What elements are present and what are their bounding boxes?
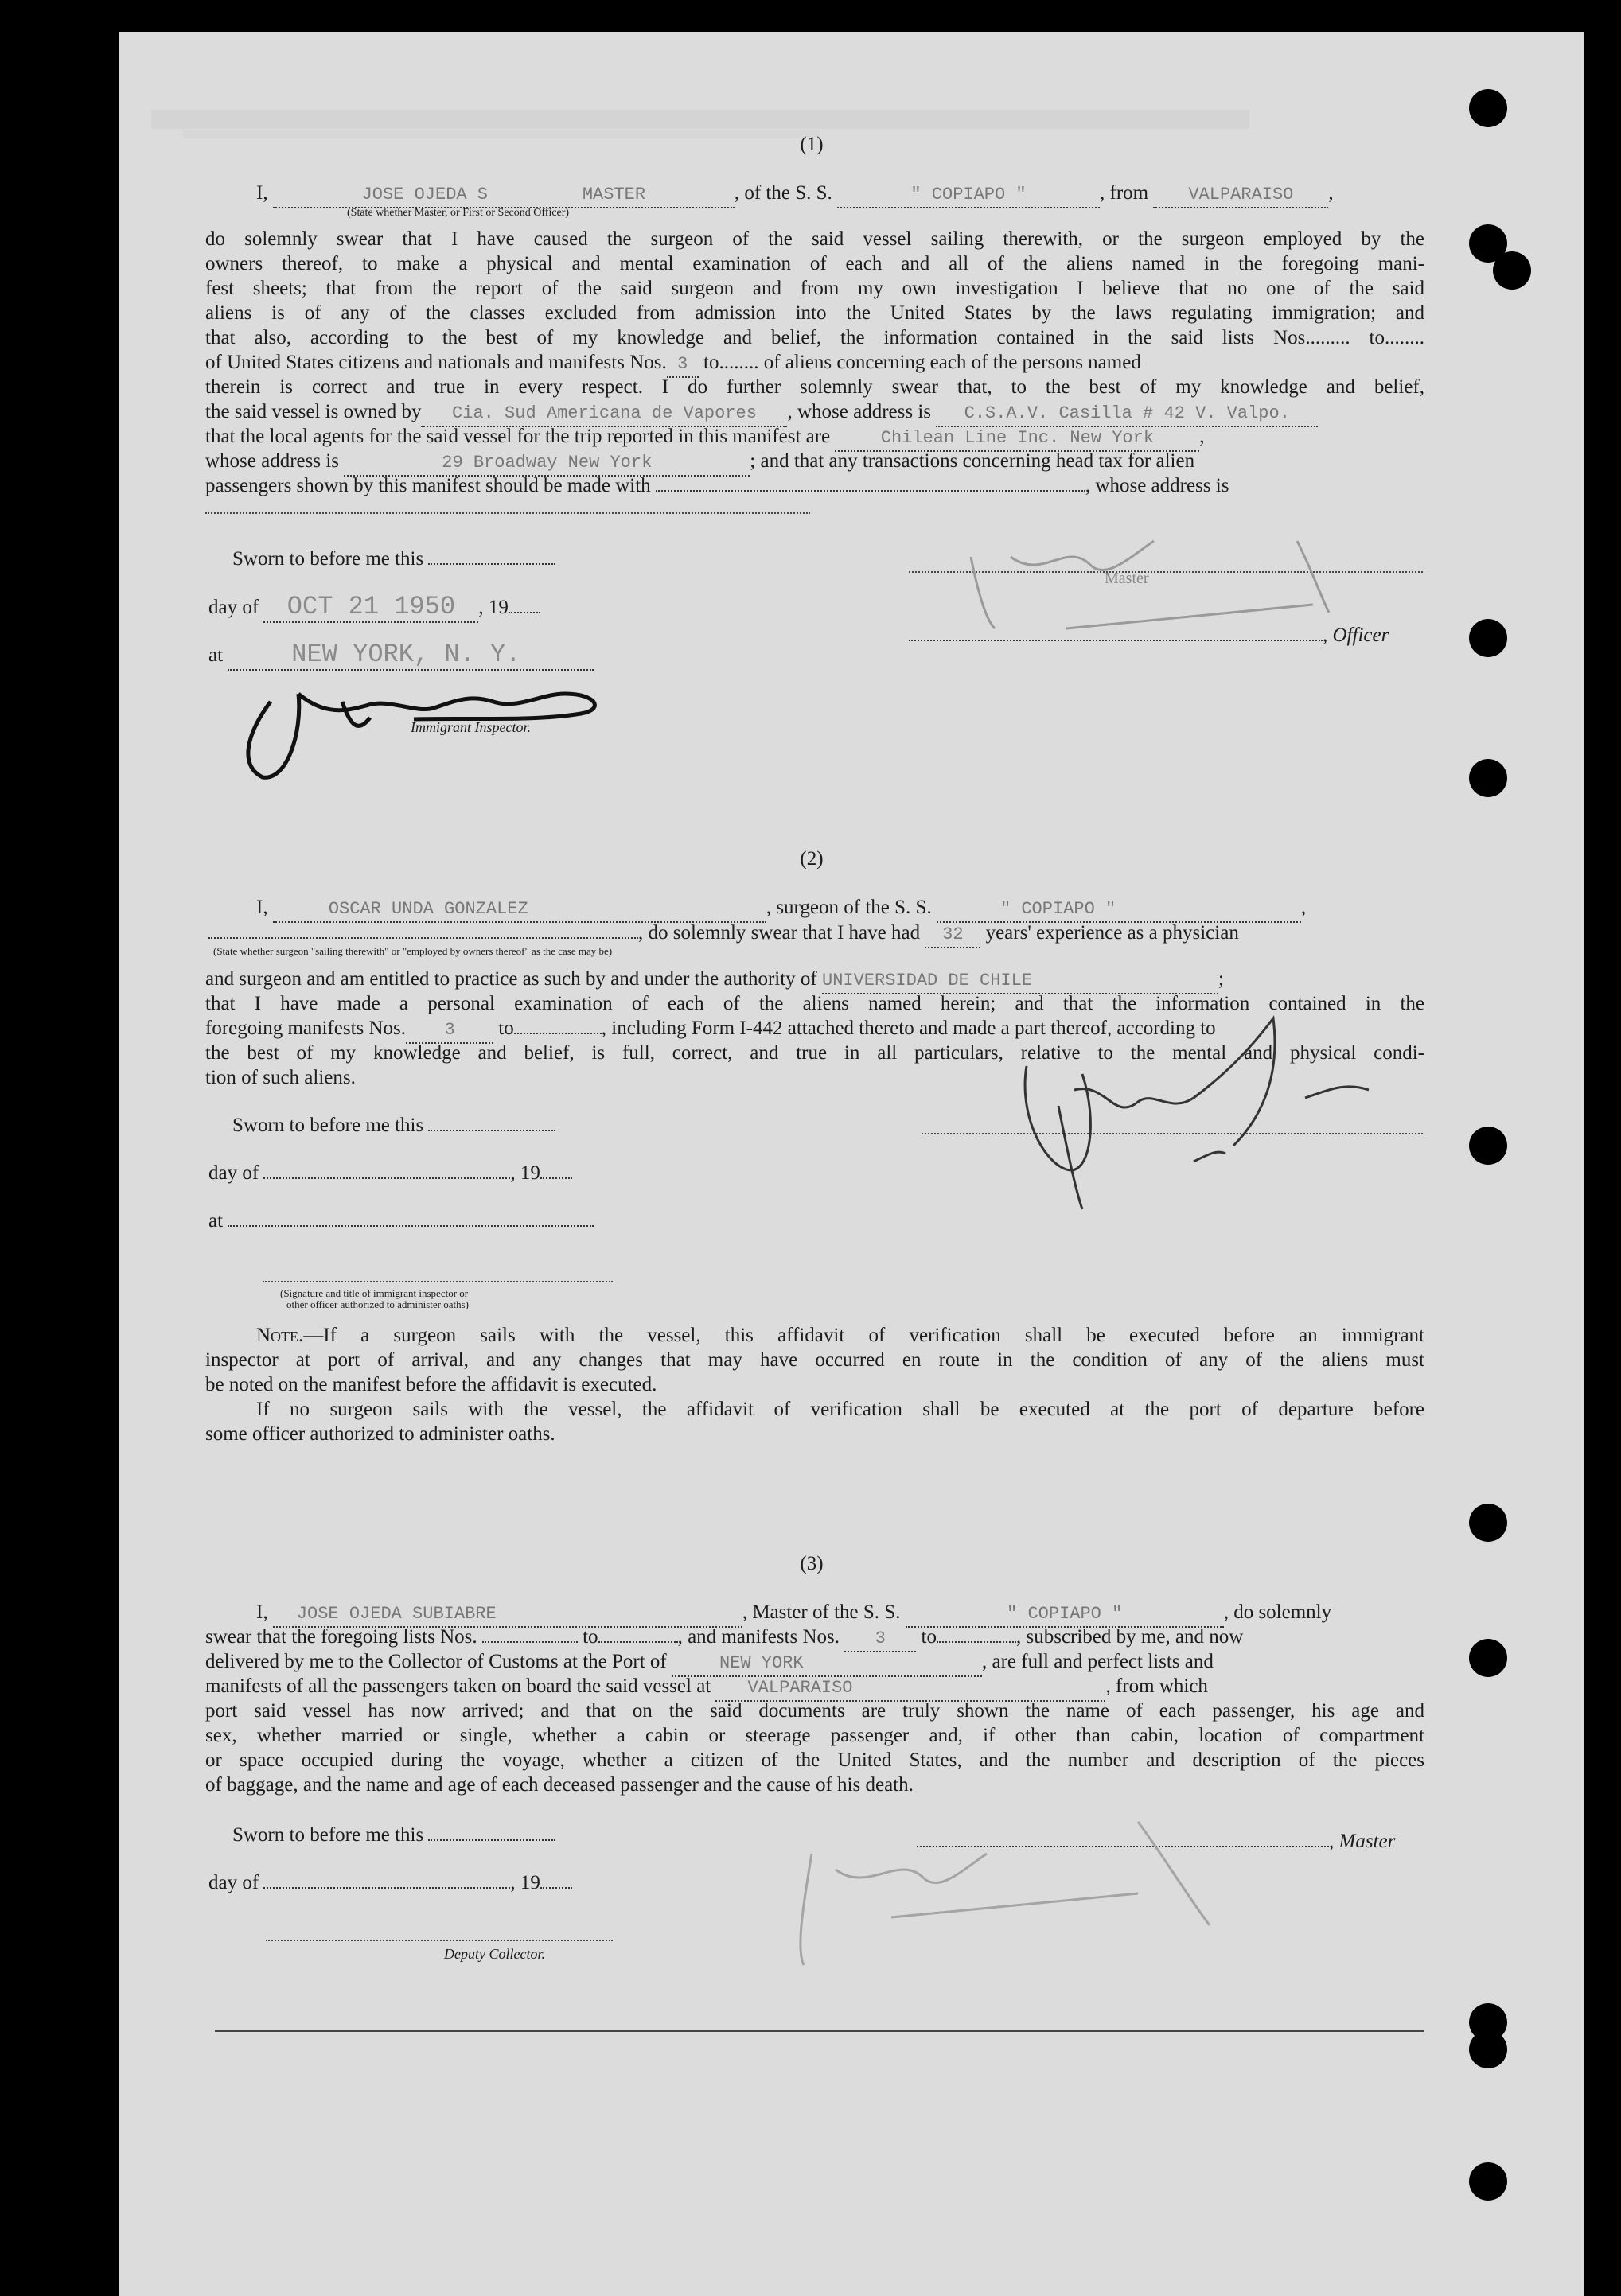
- surgeon-experience-line: , do solemnly swear that I have had 32 years' experience as a physician: [208, 921, 1239, 948]
- oath-text-line: of United States citizens and nationals and manifests Nos. 3 to........ of aliens concerning each of the persons named: [205, 351, 1141, 378]
- sworn-line: Sworn to before me this: [232, 1114, 555, 1138]
- surgeon-signature: [995, 963, 1424, 1217]
- note-line: some officer authorized to administer oaths.: [205, 1423, 555, 1445]
- punch-hole: [1469, 1127, 1507, 1165]
- master-title: Master: [1105, 570, 1149, 587]
- exam-line: that I have made a personal examination of each of the aliens named herein; and that the information contained in the: [205, 993, 1424, 1014]
- master-name: JOSE OJEDA S: [361, 185, 489, 204]
- oath-text-line: sex, whether married or single, whether a cabin or steerage passenger and, if other than cabin, location of compartment: [205, 1725, 1424, 1746]
- signature-caption: (Signature and title of immigrant inspector or: [280, 1287, 469, 1299]
- inspector-caption: Immigrant Inspector.: [411, 719, 531, 735]
- agents-address: 29 Broadway New York: [344, 451, 750, 477]
- lists-line: swear that the foregoing lists Nos. to , and manifests Nos. 3 to , subscribed by me, and now: [205, 1625, 1243, 1652]
- at-line: at NEW YORK, N. Y.: [208, 643, 594, 671]
- rank-caption: (State whether Master, or First or Second Officer): [347, 207, 570, 219]
- section-2-number: (2): [800, 848, 824, 870]
- day-of-line: day of , 19: [208, 1871, 572, 1895]
- day-of-line: day of , 19: [208, 1162, 572, 1185]
- vessel-name: " COPIAPO ": [837, 183, 1100, 208]
- delivered-line: delivered by me to the Collector of Customs at the Port of NEW YORK , are full and perfect lists and: [205, 1650, 1214, 1677]
- officer-line: , Officer: [909, 624, 1389, 648]
- oath-text-line: or space occupied during the voyage, whether a citizen of the United States, and the number and description of the pieces: [205, 1749, 1424, 1771]
- oath-text-line: of baggage, and the name and age of each deceased passenger and the cause of his death.: [205, 1774, 914, 1796]
- vessel-owner: Cia. Sud Americana de Vapores: [421, 402, 787, 427]
- master-signature: [764, 1806, 1273, 1981]
- vessel-name: " COPIAPO ": [906, 1602, 1224, 1628]
- blank-address-line: [205, 512, 810, 514]
- inspector-signature: [231, 646, 660, 789]
- punch-hole: [1469, 2162, 1507, 2201]
- oath-text-line: owners thereof, to make a physical and mental examination of each and all of the aliens named in the foregoing mani-: [205, 253, 1424, 274]
- deputy-caption: Deputy Collector.: [444, 1946, 545, 1962]
- manifests-line: foregoing manifests Nos. 3 to , including Form I-442 attached thereto and made a part thereof, according to: [205, 1017, 1216, 1044]
- authority: UNIVERSIDAD DE CHILE: [822, 969, 1218, 994]
- master-signature-line: , Master: [917, 1830, 1395, 1854]
- punch-hole: [1469, 619, 1507, 657]
- departure-port: VALPARAISO: [1153, 183, 1328, 208]
- manifests-line: manifests of all the passengers taken on board the said vessel at VALPARAISO , from which: [205, 1675, 1208, 1702]
- manifest-number: 3: [406, 1018, 493, 1044]
- manifest-number: 3: [844, 1627, 916, 1652]
- agents-line: that the local agents for the said vessel for the trip reported in this manifest are Chilean Line Inc. New York ,: [205, 425, 1205, 452]
- note-line: If no surgeon sails with the vessel, the affidavit of verification shall be executed at the port of departure before: [256, 1399, 1424, 1420]
- owner-line: the said vessel is owned by Cia. Sud Americana de Vapores , whose address is C.S.A.V. Casilla # 42 V. Valpo.: [205, 400, 1318, 427]
- oath-text-line: fest sheets; that from the report of the said surgeon and from my own investigation I believe that no one of the said: [205, 278, 1424, 299]
- local-agents: Chilean Line Inc. New York: [835, 426, 1199, 452]
- section-1-oath-line: I, JOSE OJEDA S MASTER , of the S. S. " COPIAPO " , from VALPARAISO ,: [256, 181, 1334, 208]
- surgeon-name: OSCAR UNDA GONZALEZ: [273, 897, 766, 923]
- sworn-line: Sworn to before me this: [232, 1823, 555, 1847]
- section-1-number: (1): [800, 134, 824, 155]
- oath-text-line: that also, according to the best of my knowledge and belief, the information contained in the said lists Nos......... to........: [205, 327, 1424, 348]
- sworn-line: Sworn to before me this: [232, 547, 555, 571]
- section-3-number: (3): [800, 1553, 824, 1574]
- oath-text-line: do solemnly swear that I have caused the surgeon of the said vessel sailing therewith, or the surgeon employed by the: [205, 228, 1424, 250]
- best-knowledge-line: the best of my knowledge and belief, is full, correct, and true in all particulars, relative to the mental and physical condi-: [205, 1042, 1424, 1064]
- punch-hole: [1469, 2030, 1507, 2068]
- punch-hole: [1469, 89, 1507, 127]
- master-name: JOSE OJEDA SUBIABRE: [273, 1602, 742, 1628]
- punch-hole: [1469, 1639, 1507, 1677]
- note-line: be noted on the manifest before the affidavit is executed.: [205, 1374, 657, 1395]
- authority-line: and surgeon and am entitled to practice as such by and under the authority of UNIVERSIDAD DE CHILE ;: [205, 967, 1224, 994]
- manifest-number: 3: [667, 352, 699, 378]
- vessel-name: " COPIAPO ": [999, 899, 1116, 919]
- inspector-signature-line: [263, 1281, 613, 1282]
- master-rank: MASTER: [582, 185, 646, 204]
- punch-hole: [1469, 759, 1507, 797]
- years-experience: 32: [925, 923, 980, 948]
- note-line: Note.—If a surgeon sails with the vessel, this affidavit of verification shall be executed before an immigrant: [256, 1325, 1424, 1346]
- punch-hole: [1469, 1504, 1507, 1542]
- boarding-port: VALPARAISO: [715, 1676, 1105, 1702]
- date-stamp: OCT 21 1950: [286, 592, 456, 621]
- oath-text-line: aliens is of any of the classes excluded from admission into the United States by the laws regulating immigration; and: [205, 302, 1424, 324]
- master-oath-line: I, JOSE OJEDA SUBIABRE , Master of the S. S. " COPIAPO " , do solemnly: [256, 1601, 1331, 1628]
- day-of-line: day of OCT 21 1950 , 19: [208, 595, 540, 623]
- surgeon-caption: (State whether surgeon "sailing therewith" or "employed by owners thereof" as the case may be): [213, 945, 613, 957]
- agents-address-line: whose address is 29 Broadway New York ; and that any transactions concerning head tax for alien: [205, 449, 1194, 477]
- at-line: at: [208, 1209, 594, 1233]
- bottom-rule: [215, 2030, 1424, 2032]
- oath-text-line: therein is correct and true in every respect. I do further solemnly swear that, to the best of my knowledge and belief,: [205, 376, 1424, 398]
- oath-text-line: port said vessel has now arrived; and that on the said documents are truly shown the name of each passenger, his age and: [205, 1700, 1424, 1722]
- punch-hole: [1493, 251, 1531, 290]
- note-line: inspector at port of arrival, and any changes that may have occurred en route in the condition of any of the aliens must: [205, 1349, 1424, 1371]
- surgeon-line: I, OSCAR UNDA GONZALEZ , surgeon of the S. S. " COPIAPO " ,: [256, 896, 1306, 923]
- owner-address: C.S.A.V. Casilla # 42 V. Valpo.: [936, 402, 1318, 427]
- deputy-signature-line: [266, 1940, 613, 1941]
- aliens-line: tion of such aliens.: [205, 1067, 356, 1088]
- head-tax-line: passengers shown by this manifest should be made with , whose address is: [205, 475, 1229, 496]
- arrival-port: NEW YORK: [672, 1652, 982, 1677]
- place-stamp: NEW YORK, N. Y.: [291, 640, 521, 669]
- signature-caption: other officer authorized to administer oaths): [286, 1298, 469, 1310]
